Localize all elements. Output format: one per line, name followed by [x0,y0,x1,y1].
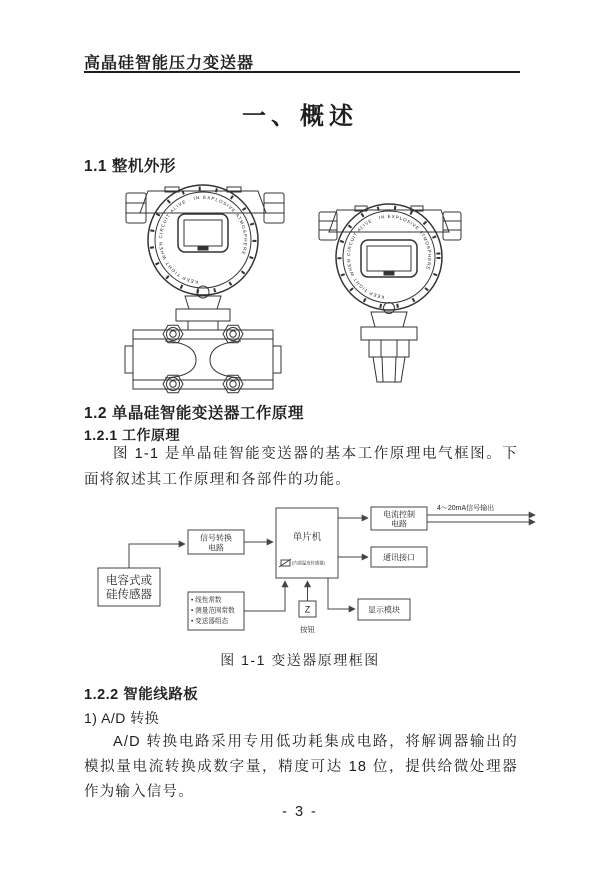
conduit-left [126,193,146,223]
header-title: 高晶硅智能压力变送器 [84,55,255,72]
bracket [329,210,449,232]
comm-label: 通讯接口 [383,553,415,562]
bolt [163,325,183,342]
bezel-ring-text: · KEEP TIGHT WHEN CIRCUIT ALIVE · IN EXPLOSIVE ATMOSPHERE [158,194,249,286]
diagram-connectors [129,515,535,611]
block-diagram [85,498,545,650]
bolt [163,375,183,392]
left-transmitter-drawing [110,183,300,395]
section-1-2-2-heading: 1.2.2 智能线路板 [84,687,199,703]
thread-plug [373,357,405,382]
section-1-2-2-item: 1) A/D 转换 [84,710,160,726]
conduit-right [443,212,461,240]
display-label: 显示模块 [368,605,400,615]
temp-sensor-icon [279,559,291,567]
page-number: - 3 - [282,804,318,820]
bezel-inner [343,211,435,303]
hex-nut [369,340,409,357]
header-rule [84,71,520,73]
section-1-2-1-paragraph: 图 1-1 是单晶硅智能变送器的基本工作原理电气框图。下面将叙述其工作原理和各部件的功能。 [84,446,518,488]
page-title: 一、概述 [242,103,358,130]
section-1-2-heading: 1.2 单晶硅智能变送器工作原理 [84,405,304,422]
signal-label: 信号转换 [200,533,232,543]
section-1-2-1-heading: 1.2.1 工作原理 [84,427,181,443]
mcu-note: (内部温度传感器) [292,560,325,566]
bezel-ring-text: · KEEP TIGHT WHEN CIRCUIT ALIVE · IN EXPLOSIVE ATMOSPHERE [346,213,433,301]
right-transmitter-drawing [315,200,465,390]
constants-item: • 测量范围常数 [191,607,235,615]
sensor-label: 硅传感器 [106,589,152,601]
bezel-notches [152,189,255,292]
constants-item: • 变送器组态 [191,618,229,625]
bezel-outer [148,185,258,295]
z-button-label: Z [304,604,311,615]
bezel-notches [340,208,439,307]
section-1-2-2-paragraph: A/D 转换电路采用专用低功耗集成电路，将解调器输出的模拟量电流转换成数字量，精度可达 18 位，提供给微处理器作为输入信号。 [84,734,518,800]
mcu-label: 单片机 [292,532,322,543]
z-caption: 按钮 [300,625,315,634]
conduit-right [264,193,284,223]
output-signal-label: 4～20mA信号输出 [437,505,495,512]
current-label: 电路 [391,519,407,529]
bezel-inner [155,192,251,288]
section-1-1-heading: 1.1 整机外形 [84,158,176,175]
bracket [140,191,266,213]
figure-caption: 图 1-1 变送器原理框图 [220,652,380,668]
sensor-label: 电容式或 [106,575,152,587]
bolt [223,325,243,342]
bezel-outer [336,204,442,310]
current-label: 电流控制 [383,510,415,519]
constants-item: • 线性常数 [191,597,222,604]
mcu-box [276,508,338,578]
bolt [223,375,243,392]
signal-label: 电路 [208,543,224,553]
